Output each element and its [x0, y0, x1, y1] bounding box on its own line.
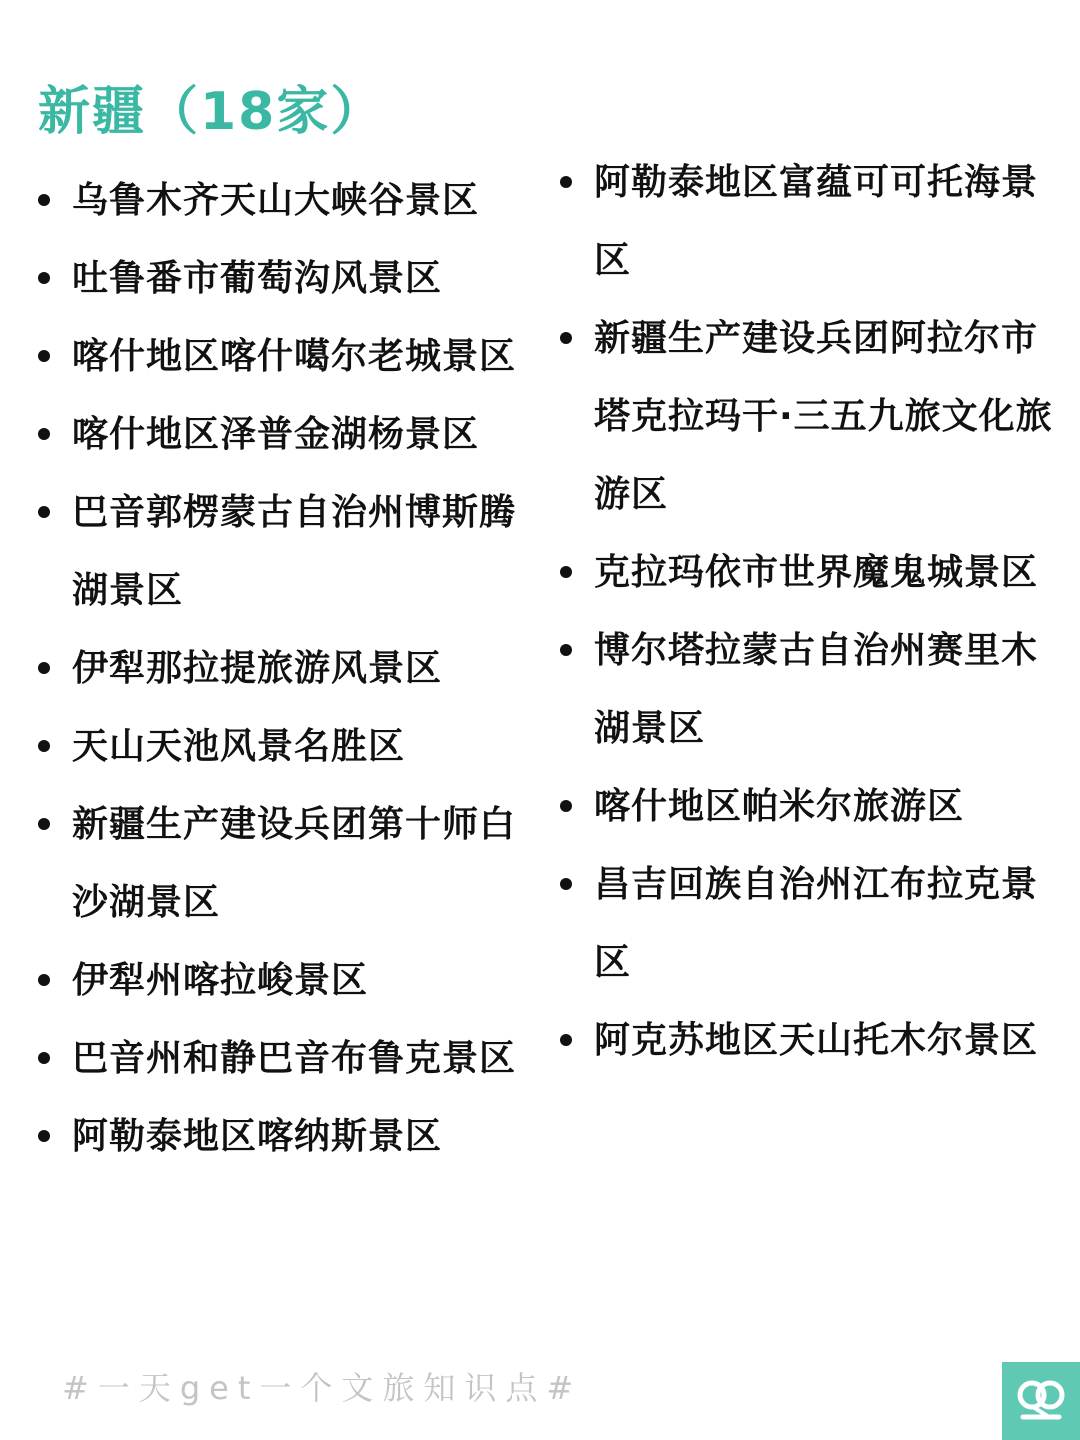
- list-item: [34, 708, 534, 786]
- list-item: [34, 318, 534, 396]
- bullet-icon: [38, 1130, 50, 1142]
- list-item-text: 天山天池风景名胜区: [72, 726, 406, 767]
- list-item-text: 喀什地区喀什噶尔老城景区: [72, 336, 517, 377]
- list-item: [34, 786, 534, 942]
- bullet-icon: [38, 194, 50, 206]
- bullet-icon: [560, 566, 572, 578]
- list-item-text: 新疆生产建设兵团第十师白沙湖景区: [72, 804, 517, 923]
- list-item-text: 克拉玛依市世界魔鬼城景区: [594, 552, 1039, 593]
- list-item-text: 伊犁州喀拉峻景区: [72, 960, 369, 1001]
- list-item-text: 巴音郭楞蒙古自治州博斯腾湖景区: [72, 492, 517, 611]
- right-scenic-list: [556, 144, 1056, 1080]
- list-item: [34, 474, 534, 630]
- list-item-text: 博尔塔拉蒙古自治州赛里木湖景区: [594, 630, 1039, 749]
- list-item: [556, 300, 1056, 534]
- bullet-icon: [38, 818, 50, 830]
- page-title: 新疆（18家）: [38, 82, 385, 142]
- bullet-icon: [38, 1052, 50, 1064]
- list-item-text: 伊犁那拉提旅游风景区: [72, 648, 443, 689]
- list-item: [556, 846, 1056, 1002]
- list-item: [556, 768, 1056, 846]
- bullet-icon: [560, 332, 572, 344]
- bullet-icon: [560, 644, 572, 656]
- bullet-icon: [38, 740, 50, 752]
- list-item-text: 喀什地区泽普金湖杨景区: [72, 414, 480, 455]
- list-item-text: 新疆生产建设兵团阿拉尔市塔克拉玛干·三五九旅文化旅游区: [594, 318, 1053, 515]
- bullet-icon: [38, 506, 50, 518]
- bullet-icon: [560, 800, 572, 812]
- list-item-text: 巴音州和静巴音布鲁克景区: [72, 1038, 517, 1079]
- list-item-text: 乌鲁木齐天山大峡谷景区: [72, 180, 480, 221]
- list-item-text: 昌吉回族自治州江布拉克景区: [594, 864, 1039, 983]
- list-item: [556, 612, 1056, 768]
- bullet-icon: [560, 878, 572, 890]
- list-item-text: 吐鲁番市葡萄沟风景区: [72, 258, 443, 299]
- bullet-icon: [38, 350, 50, 362]
- bullet-icon: [38, 974, 50, 986]
- list-item: [34, 396, 534, 474]
- logo-badge: [1002, 1362, 1080, 1440]
- bullet-icon: [38, 272, 50, 284]
- bullet-icon: [38, 662, 50, 674]
- list-item: [34, 630, 534, 708]
- list-item: [556, 144, 1056, 300]
- bullet-icon: [560, 176, 572, 188]
- list-item: [556, 1002, 1056, 1080]
- list-item-text: 阿勒泰地区喀纳斯景区: [72, 1116, 443, 1157]
- list-item: [34, 162, 534, 240]
- list-item-text: 阿克苏地区天山托木尔景区: [594, 1020, 1039, 1061]
- list-item: [556, 534, 1056, 612]
- app-logo-icon: [1013, 1373, 1069, 1429]
- list-item-text: 喀什地区帕米尔旅游区: [594, 786, 965, 827]
- bullet-icon: [38, 428, 50, 440]
- list-item: [34, 1020, 534, 1098]
- list-item: [34, 1098, 534, 1176]
- hashtag-footer: #一天get一个文旅知识点#: [62, 1369, 583, 1407]
- list-item: [34, 240, 534, 318]
- list-item-text: 阿勒泰地区富蕴可可托海景区: [594, 162, 1039, 281]
- left-scenic-list: [34, 162, 534, 1176]
- list-item: [34, 942, 534, 1020]
- bullet-icon: [560, 1034, 572, 1046]
